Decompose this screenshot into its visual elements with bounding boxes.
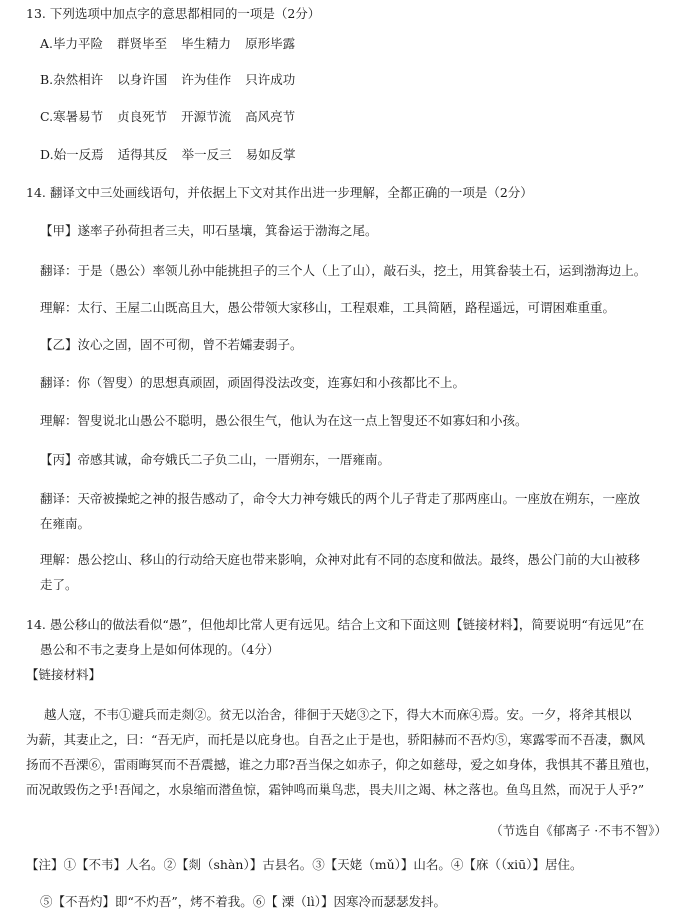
passage-line-3: 扬而不吾溧⑥，雷雨晦冥而不吾震撼，谁之力耶?吾当保之如赤子，仰之如慈母，爱之如身体，我惧其不蕃且殖也， — [26, 757, 658, 772]
q13-option-c — [40, 108, 295, 126]
option-item: 毕生精力 — [181, 36, 232, 51]
passage-line-4: 而况敢毁伤之乎!吾闻之，水泉缩而潜鱼惊，霜钟鸣而巢鸟悲，畏夫川之竭、林之落也。鱼鸟且然，而况于人乎?” — [26, 782, 645, 797]
notes-line-1: 【注】①【不韦】人名。②【剡（shàn）】古县名。③【天姥（mǔ）】山名。④【庥（（xiū）】居住。 — [26, 857, 583, 872]
option-letter: B. — [40, 72, 54, 87]
q13-option-a — [40, 35, 295, 53]
group-jia-understanding: 理解：太行、王屋二山既高且大，愚公带领大家移山，工程艰难，工具简陋，路程遥远，可谓困难重重。 — [40, 300, 616, 315]
group-bing-understanding-line2: 走了。 — [40, 577, 78, 592]
group-yi-understanding: 理解：智叟说北山愚公不聪明，愚公很生气，他认为在这一点上智叟还不如寡妇和小孩。 — [40, 413, 528, 428]
material-title: 【链接材料】 — [26, 667, 102, 682]
q13-stem: 13. 下列选项中加点字的意思都相同的一项是（2分） — [26, 6, 321, 21]
option-item: 举一反三 — [181, 147, 232, 162]
option-item: 原形毕露 — [245, 36, 296, 51]
q14b-stem-line1: 14. 愚公移山的做法看似“愚”，但他却比常人更有远见。结合上文和下面这则【链接材料】，简要说明“有远见”在 — [26, 617, 645, 632]
q13-option-d — [40, 146, 296, 164]
group-yi-translation: 翻译：你（智叟）的思想真顽固，顽固得没法改变，连寡妇和小孩都比不上。 — [40, 375, 466, 390]
option-item: 高风亮节 — [245, 109, 296, 124]
option-item: 开源节流 — [181, 109, 232, 124]
passage-line-1: 越人寇，不韦①避兵而走剡②。贫无以治舍，徘徊于天姥③之下，得大木而庥④焉。安。一夕，将斧其根以 — [44, 707, 632, 722]
option-letter: D. — [40, 147, 54, 162]
option-item: 适得其反 — [117, 147, 168, 162]
q14b-stem-line2: 愚公和不韦之妻身上是如何体现的。（4分） — [40, 642, 280, 657]
group-bing-sentence: 【丙】帝感其诚，命夸娥氏二子负二山，一厝朔东，一厝雍南。 — [40, 452, 391, 467]
option-item: 贞良死节 — [117, 109, 168, 124]
option-item: 寒暑易节 — [53, 109, 104, 124]
option-letter: C. — [40, 109, 54, 124]
notes-line-2: ⑤【不吾灼】即“不灼吾”，烤不着我。⑥【 溧（lì）】因寒冷而瑟瑟发抖。 — [40, 894, 447, 909]
option-item: 以身许国 — [117, 72, 168, 87]
group-bing-understanding-line1: 理解：愚公挖山、移山的行动给天庭也带来影响，众神对此有不同的态度和做法。最终，愚公门前的大山被移 — [40, 552, 641, 567]
group-bing-translation-line1: 翻译：天帝被操蛇之神的报告感动了，命令大力神夸娥氏的两个儿子背走了那两座山。一座放在朔东，一座放 — [40, 491, 641, 506]
passage-source: （节选自《郁离子 ·不韦不智》） — [490, 823, 667, 838]
q14a-stem: 14. 翻译文中三处画线语句，并依据上下文对其作出进一步理解，全都正确的一项是（2分） — [26, 185, 533, 200]
option-letter: A. — [40, 36, 54, 51]
option-item: 杂然相许 — [53, 72, 104, 87]
group-jia-sentence: 【甲】遂率子孙荷担者三夫，叩石垦壤，箕畚运于渤海之尾。 — [40, 223, 378, 238]
group-yi-sentence: 【乙】汝心之固，固不可彻，曾不若孀妻弱子。 — [40, 337, 303, 352]
group-bing-translation-line2: 在雍南。 — [40, 516, 91, 531]
option-item: 群贤毕至 — [117, 36, 168, 51]
option-item: 许为佳作 — [181, 72, 232, 87]
passage-line-2: 为薪，其妻止之，曰：“吾无庐，而托是以庇身也。自吾之止于是也，骄阳赫而不吾灼⑤，寒露零而不吾凄，飘风 — [26, 732, 645, 747]
q13-option-b — [40, 71, 295, 89]
option-item: 易如反掌 — [245, 147, 296, 162]
group-jia-translation: 翻译：于是（愚公）率领儿孙中能挑担子的三个人（上了山），敲石头，挖土，用箕畚装土石，运到渤海边上。 — [40, 263, 647, 278]
option-item: 只许成功 — [245, 72, 296, 87]
option-item: 始一反焉 — [53, 147, 104, 162]
option-item: 毕力平险 — [53, 36, 104, 51]
